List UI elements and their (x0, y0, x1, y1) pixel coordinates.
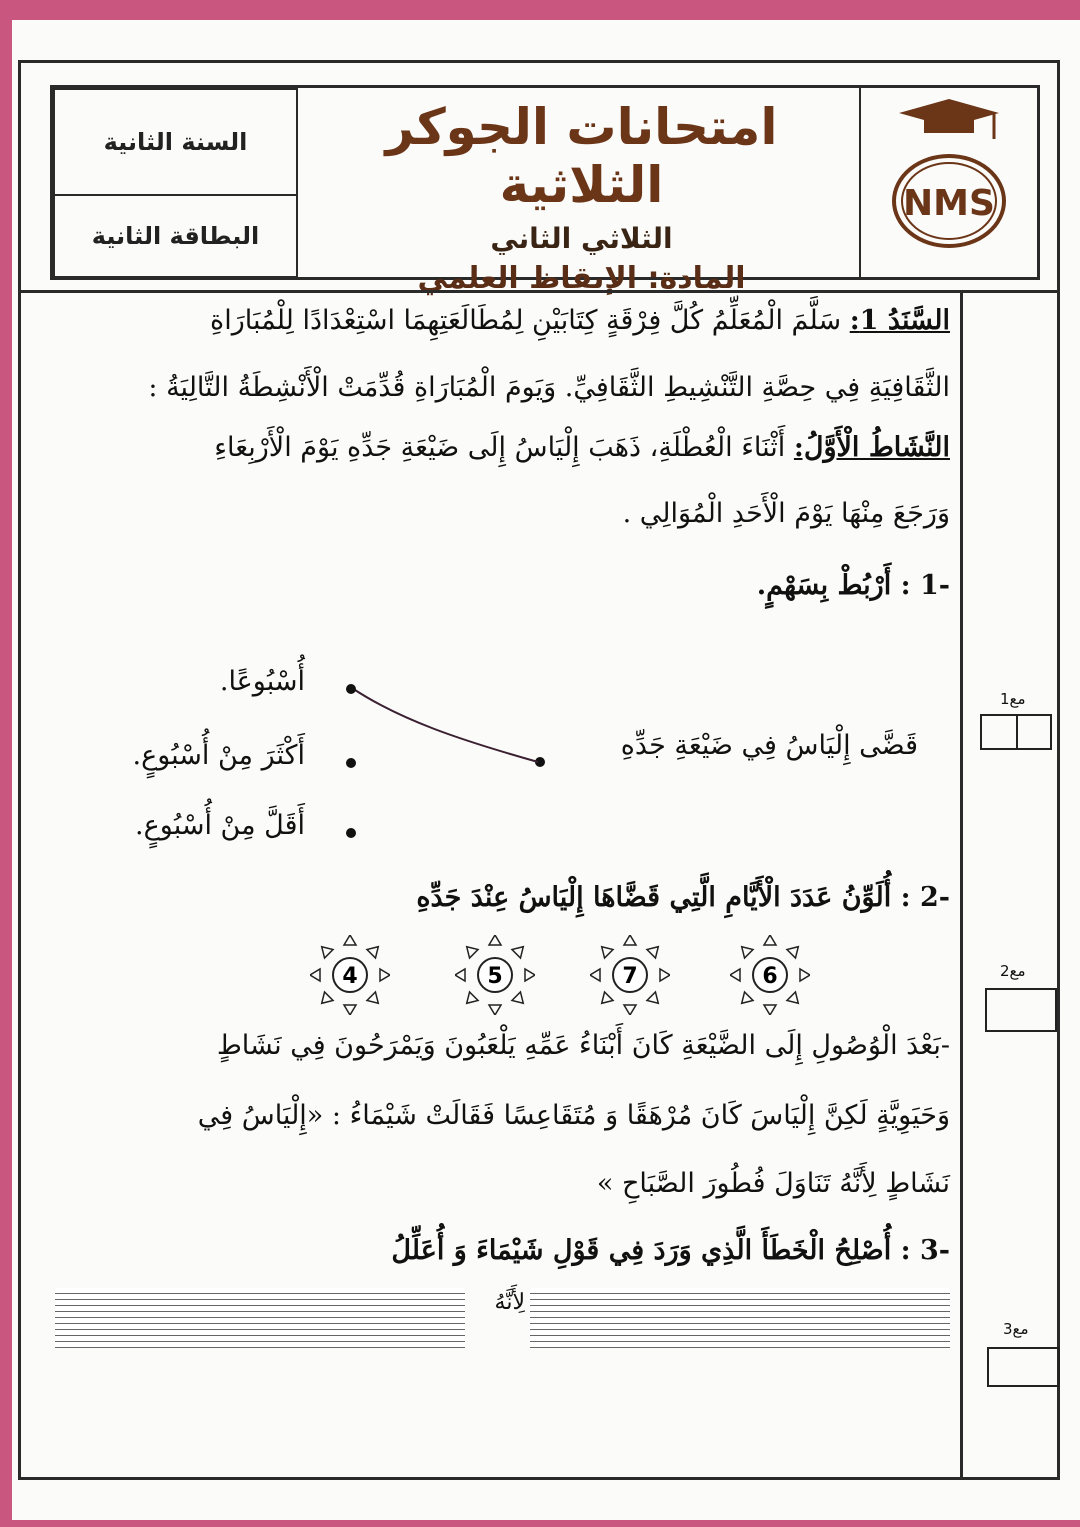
score-label-3: مع3 (1003, 1320, 1029, 1338)
score-label-1: مع1 (1000, 690, 1026, 708)
activity1-line-1 (214, 432, 950, 463)
activity1-text-1: أَثْنَاءَ الْعُطْلَةِ، ذَهَبَ إِلْيَاسُ إِلَى ضَيْعَةِ جَدِّهِ يَوْمَ الْأَرْبِعَاءِ (214, 432, 786, 463)
because-label: لِأَنَّهُ (494, 1290, 525, 1315)
sun-day-2[interactable] (590, 935, 670, 1015)
activity1-line-2: وَرَجَعَ مِنْهَا يَوْمَ الْأَحَدِ الْمُوَالِي . (622, 498, 950, 529)
match-left-item: قَضَّى إِلْيَاسُ فِي ضَيْعَةِ جَدِّهِ (620, 730, 918, 761)
question-1-label: -1 : أَرْبُطْ بِسَهْمٍ. (756, 570, 950, 601)
document-line-1 (210, 305, 950, 336)
match-dot-option-3[interactable] (346, 828, 356, 838)
card-cell: البطاقة الثانية (53, 194, 298, 278)
passage-line-1: -بَعْدَ الْوُصُولِ إِلَى الضَّيْعَةِ كَانَ أَبْنَاءُ عَمِّهِ يَلْعَبُونَ وَيَمْرَحُونَ فِي نَشَاطٍ (216, 1030, 950, 1061)
exam-title: امتحانات الجوكر الثلاثية (385, 98, 778, 214)
drawn-arrow-line (340, 680, 550, 770)
sun-icon (455, 935, 535, 1015)
header-divider (18, 290, 1060, 293)
sun-day-1[interactable] (730, 935, 810, 1015)
document-text-1: سَلَّمَ الْمُعَلِّمُ كُلَّ فِرْقَةٍ كِتَابَيْنِ لِمُطَالَعَتِهِمَا اسْتِعْدَادًا لِلْمُبَارَاةِ (210, 305, 842, 336)
sun-number: 4 (342, 964, 358, 989)
sun-day-3[interactable] (455, 935, 535, 1015)
logo-cell (859, 88, 1037, 278)
match-option-1: أُسْبُوعًا. (219, 666, 305, 697)
match-dot-option-1[interactable] (346, 684, 356, 694)
sun-number: 7 (622, 964, 638, 989)
answer-lines-right[interactable] (530, 1288, 950, 1348)
activity1-label: النَّشَاطُ الْأَوَّلُ: (793, 432, 950, 463)
score-column-divider (960, 290, 963, 1480)
sun-icon (310, 935, 390, 1015)
sun-icon (590, 935, 670, 1015)
score-box-2[interactable] (985, 988, 1057, 1032)
sun-number: 5 (487, 964, 503, 989)
graduation-cap-logo-icon (864, 91, 1034, 276)
match-option-3: أَقَلَّ مِنْ أُسْبُوعٍ. (135, 810, 305, 841)
question-2-label: -2 : أُلَوِّنُ عَدَدَ الْأَيَّامِ الَّتِي قَضَّاهَا إِلْيَاسُ عِنْدَ جَدِّهِ (416, 882, 950, 913)
subject-label: المادة: الإيقاظ العلمي (417, 261, 746, 296)
score-label-2: مع2 (1000, 962, 1026, 980)
score-box-1[interactable] (980, 714, 1052, 750)
exam-header (50, 85, 1040, 296)
score-box-3[interactable] (987, 1347, 1060, 1387)
question-3-label: -3 : أُصْلِحُ الْخَطَأَ الَّذِي وَرَدَ فِي قَوْلِ شَيْمَاءَ وَ أُعَلِّلُ (391, 1235, 950, 1266)
match-option-2: أَكْثَرَ مِنْ أُسْبُوعٍ. (132, 740, 305, 771)
document-line-2: الثَّقَافِيَةِ فِي حِصَّةِ التَّنْشِيطِ الثَّقَافِيِّ. وَيَومَ الْمُبَارَاةِ قُدِّمَتْ الْأَنْشِطَةُ التَّالِيَةُ : (148, 372, 950, 403)
sun-day-4[interactable] (310, 935, 390, 1015)
header-title-block (298, 88, 865, 296)
sun-number: 6 (762, 964, 778, 989)
passage-line-3: نَشَاطٍ لِأَنَّهُ تَنَاوَلَ فُطُورَ الصَّبَاحِ » (596, 1168, 950, 1199)
sun-icon (730, 935, 810, 1015)
passage-line-2: وَحَيَوِيَّةٍ لَكِنَّ إِلْيَاسَ كَانَ مُرْهَقًا وَ مُتَقَاعِسًا فَقَالَتْ شَيْمَاءُ : «إِلْيَاسُ فِي (197, 1100, 950, 1131)
term-label: الثلاثي الثاني (490, 222, 673, 255)
logo-text: NMS (903, 182, 995, 224)
match-dot-option-2[interactable] (346, 758, 356, 768)
year-cell: السنة الثانية (53, 88, 298, 196)
document-label: السَّنَدُ 1: (849, 305, 950, 336)
answer-lines-left[interactable] (55, 1288, 465, 1348)
